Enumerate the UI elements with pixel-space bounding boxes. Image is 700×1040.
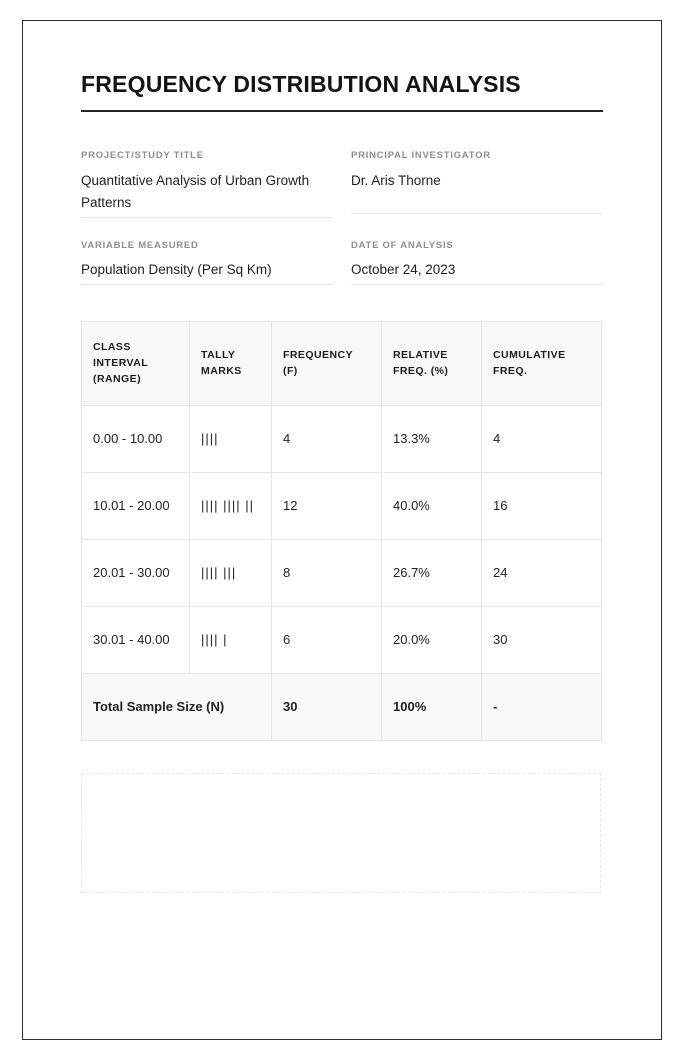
- field-label: PRINCIPAL INVESTIGATOR: [351, 150, 491, 162]
- frequency-distribution-table: [81, 321, 602, 741]
- field-value[interactable]: Population Density (Per Sq Km): [81, 259, 333, 285]
- column-header-frequency: FREQUENCY (F): [272, 321, 382, 405]
- cell-tally-marks[interactable]: ||||: [190, 405, 272, 472]
- field-value[interactable]: Dr. Aris Thorne: [351, 170, 603, 214]
- table-total-row: [82, 673, 602, 740]
- cell-total-frequency: 30: [272, 673, 382, 740]
- table-body: [82, 405, 602, 740]
- cell-relative-freq[interactable]: 26.7%: [382, 539, 482, 606]
- document-page: [22, 20, 662, 1040]
- cell-relative-freq[interactable]: 13.3%: [382, 405, 482, 472]
- title-divider: [81, 110, 603, 112]
- field-variable-measured: [81, 240, 333, 285]
- cell-cumulative-freq[interactable]: 30: [482, 606, 602, 673]
- field-date-of-analysis: [351, 240, 603, 285]
- cell-tally-marks[interactable]: |||| |||| ||: [190, 472, 272, 539]
- field-value[interactable]: Quantitative Analysis of Urban Growth Patterns: [81, 170, 333, 218]
- page-title: FREQUENCY DISTRIBUTION ANALYSIS: [81, 71, 521, 97]
- cell-total-cumulative-freq: -: [482, 673, 602, 740]
- cell-frequency[interactable]: 4: [272, 405, 382, 472]
- cell-cumulative-freq[interactable]: 16: [482, 472, 602, 539]
- cell-total-relative-freq: 100%: [382, 673, 482, 740]
- column-header-cumulative-freq: CUMULATIVE FREQ.: [482, 321, 602, 405]
- field-label: VARIABLE MEASURED: [81, 239, 199, 251]
- field-label: PROJECT/STUDY TITLE: [81, 150, 204, 162]
- cell-relative-freq[interactable]: 40.0%: [382, 472, 482, 539]
- cell-frequency[interactable]: 8: [272, 539, 382, 606]
- field-project-title: [81, 150, 333, 217]
- table-row: [82, 539, 602, 606]
- table-row: [82, 405, 602, 472]
- cell-relative-freq[interactable]: 20.0%: [382, 606, 482, 673]
- table-header-row: [82, 321, 602, 405]
- metadata-section: [81, 150, 603, 306]
- column-header-relative-freq: RELATIVE FREQ. (%): [382, 321, 482, 405]
- document-body: [81, 71, 603, 893]
- cell-tally-marks[interactable]: |||| |: [190, 606, 272, 673]
- cell-class-interval[interactable]: 30.01 - 40.00: [82, 606, 190, 673]
- column-header-tally-marks: TALLY MARKS: [190, 321, 272, 405]
- table-header: [82, 321, 602, 405]
- field-principal-investigator: [351, 150, 603, 217]
- cell-cumulative-freq[interactable]: 4: [482, 405, 602, 472]
- cell-frequency[interactable]: 12: [272, 472, 382, 539]
- table-row: [82, 472, 602, 539]
- cell-class-interval[interactable]: 10.01 - 20.00: [82, 472, 190, 539]
- table-row: [82, 606, 602, 673]
- cell-class-interval[interactable]: 0.00 - 10.00: [82, 405, 190, 472]
- field-label: DATE OF ANALYSIS: [351, 239, 454, 251]
- cell-total-label: Total Sample Size (N): [82, 673, 272, 740]
- notes-placeholder-box[interactable]: [81, 773, 601, 893]
- cell-tally-marks[interactable]: |||| |||: [190, 539, 272, 606]
- field-value[interactable]: October 24, 2023: [351, 259, 603, 285]
- column-header-class-interval: CLASS INTERVAL (RANGE): [82, 321, 190, 405]
- cell-cumulative-freq[interactable]: 24: [482, 539, 602, 606]
- cell-class-interval[interactable]: 20.01 - 30.00: [82, 539, 190, 606]
- cell-frequency[interactable]: 6: [272, 606, 382, 673]
